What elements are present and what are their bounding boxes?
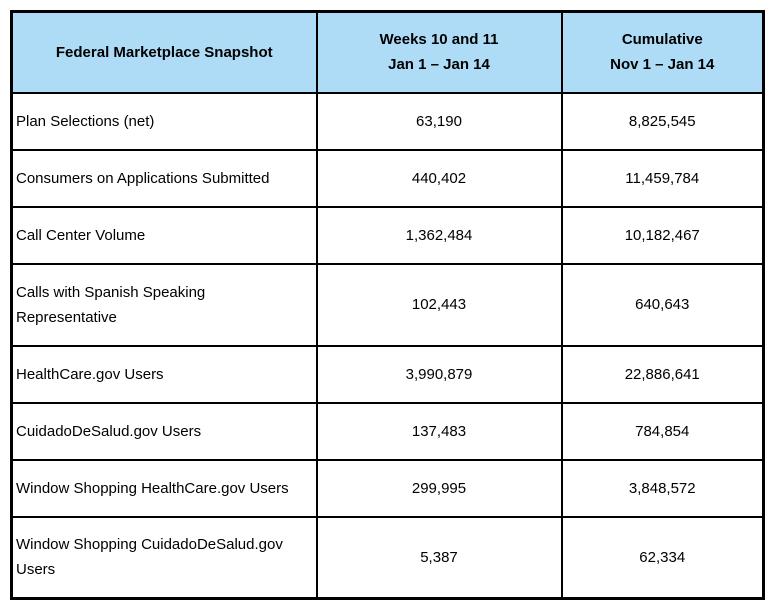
row-label: Window Shopping CuidadoDeSalud.gov Users bbox=[12, 517, 317, 599]
row-cumulative-value: 22,886,641 bbox=[562, 346, 764, 403]
row-weekly-value: 1,362,484 bbox=[317, 207, 562, 264]
table-row bbox=[12, 207, 764, 264]
row-cumulative-value: 8,825,545 bbox=[562, 93, 764, 150]
table-row bbox=[12, 93, 764, 150]
row-weekly-value: 102,443 bbox=[317, 264, 562, 346]
row-cumulative-value: 784,854 bbox=[562, 403, 764, 460]
header-cumulative-period: Cumulative bbox=[621, 31, 703, 49]
federal-marketplace-snapshot-table bbox=[10, 10, 765, 600]
row-cumulative-value: 11,459,784 bbox=[562, 150, 764, 207]
row-cumulative-value: 62,334 bbox=[562, 517, 764, 599]
row-weekly-value: 440,402 bbox=[317, 150, 562, 207]
header-cumulative-dates: Nov 1 – Jan 14 bbox=[610, 56, 715, 74]
header-row bbox=[12, 12, 764, 93]
table-row bbox=[12, 460, 764, 517]
table-row bbox=[12, 346, 764, 403]
row-weekly-value: 5,387 bbox=[317, 517, 562, 599]
row-weekly-value: 63,190 bbox=[317, 93, 562, 150]
table-row bbox=[12, 150, 764, 207]
row-cumulative-value: 10,182,467 bbox=[562, 207, 764, 264]
row-label: Call Center Volume bbox=[12, 207, 317, 264]
row-cumulative-value: 3,848,572 bbox=[562, 460, 764, 517]
row-label: Window Shopping HealthCare.gov Users bbox=[12, 460, 317, 517]
table-row bbox=[12, 403, 764, 460]
header-weekly-dates: Jan 1 – Jan 14 bbox=[388, 56, 490, 74]
header-weekly-period: Weeks 10 and 11 bbox=[379, 31, 499, 49]
row-label: Calls with Spanish Speaking Representative bbox=[12, 264, 317, 346]
row-label: CuidadoDeSalud.gov Users bbox=[12, 403, 317, 460]
header-title-cell: Federal Marketplace Snapshot bbox=[12, 12, 317, 93]
row-weekly-value: 3,990,879 bbox=[317, 346, 562, 403]
header-weekly-cell bbox=[317, 12, 562, 93]
row-weekly-value: 299,995 bbox=[317, 460, 562, 517]
row-label: Consumers on Applications Submitted bbox=[12, 150, 317, 207]
table-row bbox=[12, 517, 764, 599]
row-weekly-value: 137,483 bbox=[317, 403, 562, 460]
row-cumulative-value: 640,643 bbox=[562, 264, 764, 346]
table-row bbox=[12, 264, 764, 346]
row-label: HealthCare.gov Users bbox=[12, 346, 317, 403]
row-label: Plan Selections (net) bbox=[12, 93, 317, 150]
header-cumulative-cell bbox=[562, 12, 764, 93]
